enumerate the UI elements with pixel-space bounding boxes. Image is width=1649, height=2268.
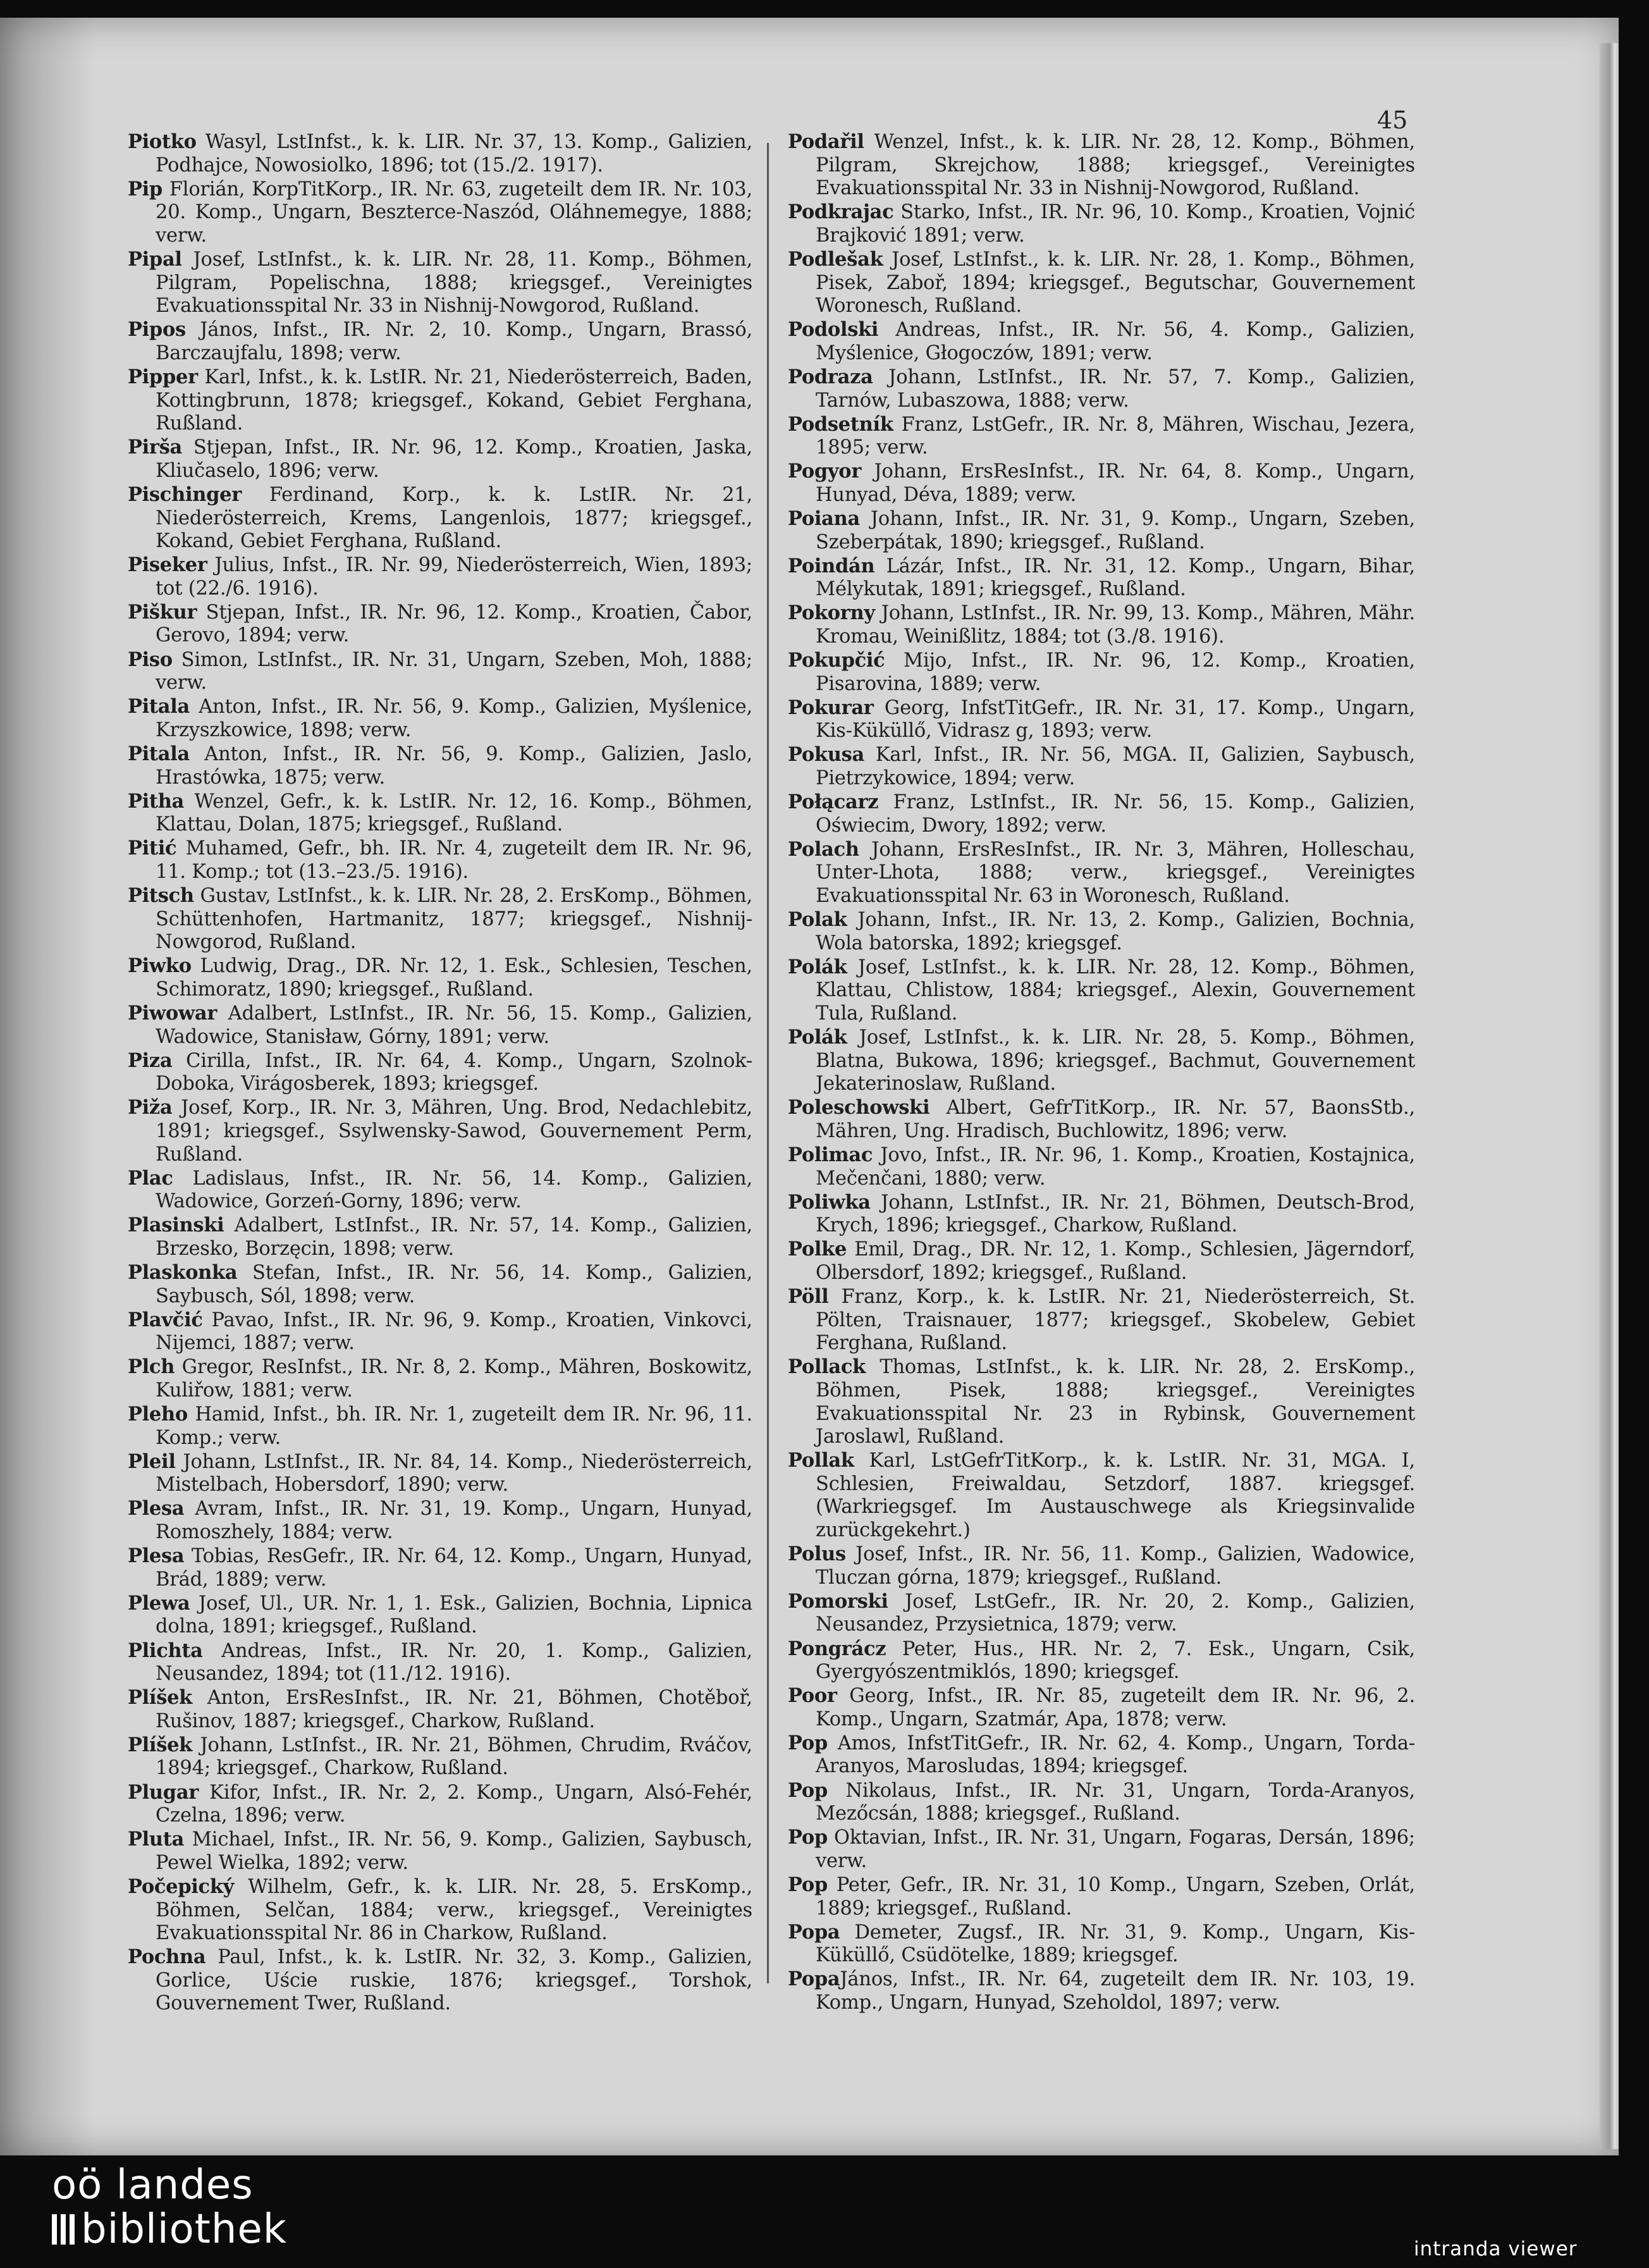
entry-details: Ludwig, Drag., DR. Nr. 12, 1. Esk., Schlesien, Teschen, Schimoratz, 1890; kriegsgef., Rußland.: [156, 955, 752, 1001]
entry-details: Josef, Ul., UR. Nr. 1, 1. Esk., Galizien, Bochnia, Lipnica dolna, 1891; kriegsgef., Rußland.: [156, 1592, 752, 1638]
register-entry: [128, 1002, 752, 1049]
register-entry: [788, 1826, 1415, 1873]
entry-details: Wenzel, Gefr., k. k. LstIR. Nr. 12, 16. Komp., Böhmen, Klattau, Dolan, 1875; kriegsgef., Rußland.: [156, 790, 752, 836]
register-entry: [788, 130, 1415, 200]
entry-surname: Plichta: [128, 1639, 203, 1662]
entry-details: János, Infst., IR. Nr. 2, 10. Komp., Ungarn, Brassó, Barczaujfalu, 1898; verw.: [156, 319, 752, 364]
register-entry: [788, 601, 1415, 648]
register-entry: [788, 1968, 1415, 2014]
entry-details: Johann, LstInfst., IR. Nr. 84, 14. Komp., Niederösterreich, Mistelbach, Hobersdorf, 1890; verw.: [156, 1450, 752, 1496]
register-entry: [788, 200, 1415, 247]
register-entry: [788, 838, 1415, 908]
entry-details: Johann, LstInfst., IR. Nr. 99, 13. Komp., Mähren, Mähr. Kromau, Weinißlitz, 1884; tot (3./8. 1916).: [816, 602, 1415, 648]
entry-details: Peter, Hus., HR. Nr. 2, 7. Esk., Ungarn, Csik, Gyergyószentmiklós, 1890; kriegsgef.: [816, 1637, 1415, 1684]
page-edge: [1600, 43, 1619, 2149]
entry-details: Ferdinand, Korp., k. k. LstIR. Nr. 21, Niederösterreich, Krems, Langenlois, 1877; kriegsgef., Kokand, Gebiet Ferghana, Rußland.: [156, 483, 752, 553]
register-entry: [788, 1684, 1415, 1731]
entry-surname: Pitala: [128, 695, 190, 718]
register-entry: [128, 1450, 752, 1497]
entry-surname: Piza: [128, 1049, 173, 1072]
entry-surname: Pochna: [128, 1945, 206, 1969]
entry-surname: Polus: [788, 1543, 846, 1566]
entry-details: Johann, Infst., IR. Nr. 13, 2. Komp., Galizien, Bochnia, Wola batorska, 1892; kriegsgef.: [816, 909, 1415, 954]
entry-surname: Polák: [788, 1026, 847, 1049]
register-entry: [128, 366, 752, 436]
entry-surname: Podolski: [788, 318, 879, 342]
entry-details: Georg, Infst., IR. Nr. 85, zugeteilt dem IR. Nr. 96, 2. Komp., Ungarn, Szatmár, Apa, 1878; verw.: [816, 1685, 1415, 1730]
right-column: [788, 130, 1415, 2015]
register-entry: [788, 1779, 1415, 1826]
entry-details: Johann, ErsResInfst., IR. Nr. 64, 8. Komp., Ungarn, Hunyad, Déva, 1889; verw.: [816, 460, 1415, 506]
entry-surname: Podsetník: [788, 412, 893, 436]
entry-details: Kifor, Infst., IR. Nr. 2, 2. Komp., Ungarn, Alsó-Fehér, Czelna, 1896; verw.: [156, 1781, 752, 1827]
entry-details: Johann, ErsResInfst., IR. Nr. 3, Mähren, Holleschau, Unter-Lhota, 1888; verw., kriegsgef., Vereinigtes Evakuationsspital Nr. 63 in Woronesch, Rußland.: [816, 838, 1415, 907]
entry-surname: Polimac: [788, 1143, 873, 1167]
register-entry: [128, 1167, 752, 1214]
entry-details: Josef, LstGefr., IR. Nr. 20, 2. Komp., Galizien, Neusandez, Przysietnica, 1879; verw.: [816, 1590, 1415, 1636]
register-entry: [788, 413, 1415, 460]
entry-details: Johann, LstInfst., IR. Nr. 57, 7. Komp., Galizien, Tarnów, Lubaszowa, 1888; verw.: [816, 366, 1415, 412]
entry-details: Andreas, Infst., IR. Nr. 20, 1. Komp., Galizien, Neusandez, 1894; tot (11./12. 1916).: [156, 1639, 752, 1686]
register-entry: [128, 1781, 752, 1828]
entry-details: Albert, GefrTitKorp., IR. Nr. 57, BaonsStb., Mähren, Ung. Hradisch, Buchlowitz, 1896; verw.: [816, 1097, 1415, 1142]
entry-surname: Podkrajac: [788, 200, 894, 224]
entry-surname: Popa: [788, 1968, 840, 1991]
entry-surname: Pischinger: [128, 483, 242, 506]
logo-bars-icon: [52, 2214, 75, 2245]
entry-surname: Plch: [128, 1355, 175, 1379]
entry-details: Wenzel, Infst., k. k. LIR. Nr. 28, 12. Komp., Böhmen, Pilgram, Skrejchow, 1888; kriegsgef., Vereinigtes Evakuationsspital Nr. 33 in Nishnij-Nowgorod, Rußland.: [816, 131, 1415, 200]
register-entry: [128, 130, 752, 177]
page-shadow: [0, 18, 95, 2155]
entry-details: Josef, LstInfst., k. k. LIR. Nr. 28, 11. Komp., Böhmen, Pilgram, Popelischna, 1888; kriegsgef., Vereinigtes Evakuationsspital Nr. 33 in Nishnij-Nowgorod, Rußland.: [156, 248, 752, 317]
entry-details: Muhamed, Gefr., bh. IR. Nr. 4, zugeteilt dem IR. Nr. 96, 11. Komp.; tot (13.–23./5. 1916).: [156, 837, 752, 883]
register-entry: [788, 1191, 1415, 1238]
register-entry: [128, 790, 752, 837]
register-entry: [788, 791, 1415, 837]
entry-surname: Polke: [788, 1238, 847, 1261]
entry-surname: Plíšek: [128, 1733, 193, 1756]
entry-surname: Plíšek: [128, 1686, 193, 1710]
entry-details: Johann, LstInfst., IR. Nr. 21, Böhmen, Deutsch-Brod, Krych, 1896; kriegsgef., Charkow, Rußland.: [816, 1191, 1415, 1237]
register-entry: [788, 908, 1415, 955]
entry-surname: Pitsch: [128, 884, 194, 907]
entry-details: Avram, Infst., IR. Nr. 31, 19. Komp., Ungarn, Hunyad, Romoszhely, 1884; verw.: [156, 1498, 752, 1544]
entry-surname: Pokorny: [788, 601, 875, 625]
register-entry: [128, 318, 752, 365]
entry-surname: Podlešak: [788, 247, 883, 271]
entry-surname: Piwko: [128, 954, 192, 978]
entry-details: Josef, Infst., IR. Nr. 56, 11. Komp., Galizien, Wadowice, Tluczan górna, 1879; kriegsgef., Rußland.: [816, 1543, 1415, 1589]
entry-surname: Poiana: [788, 507, 860, 530]
entry-details: Tobias, ResGefr., IR. Nr. 64, 12. Komp., Ungarn, Hunyad, Brád, 1889; verw.: [156, 1545, 752, 1591]
entry-details: Peter, Gefr., IR. Nr. 31, 10 Komp., Ungarn, Szeben, Orlát, 1889; kriegsgef., Rußland.: [816, 1873, 1415, 1920]
register-entry: [128, 1214, 752, 1260]
register-entry: [788, 1238, 1415, 1285]
register-entry: [128, 1403, 752, 1450]
entry-details: Josef, LstInfst., k. k. LIR. Nr. 28, 12. Komp., Böhmen, Klattau, Chlistow, 1884; kriegsgef., Alexin, Gouvernement Tula, Rußland.: [816, 956, 1415, 1025]
register-entry: [128, 1875, 752, 1945]
logo-text-line2: bibliothek: [81, 2206, 287, 2253]
entry-details: Josef, LstInfst., k. k. LIR. Nr. 28, 1. Komp., Böhmen, Pisek, Zaboř, 1894; kriegsgef., Begutschar, Gouvernement Woronesch, Rußland.: [816, 248, 1415, 317]
register-entry: [128, 553, 752, 600]
entry-surname: Pogyor: [788, 460, 862, 483]
entry-surname: Pirša: [128, 436, 183, 459]
entry-surname: Plesa: [128, 1544, 185, 1568]
viewer-label[interactable]: intranda viewer: [1414, 2238, 1578, 2260]
entry-surname: Pomorski: [788, 1589, 888, 1613]
register-entry: [788, 1355, 1415, 1448]
entry-details: Julius, Infst., IR. Nr. 99, Niederösterreich, Wien, 1893; tot (22./6. 1916).: [156, 554, 752, 600]
entry-details: Emil, Drag., DR. Nr. 12, 1. Komp., Schlesien, Jägerndorf, Olbersdorf, 1892; kriegsgef., Rußland.: [816, 1238, 1415, 1284]
entry-details: Wasyl, LstInfst., k. k. LIR. Nr. 37, 13. Komp., Galizien, Podhajce, Nowosiolko, 1896; tot (15./2. 1917).: [156, 131, 752, 176]
entry-details: Johann, Infst., IR. Nr. 31, 9. Komp., Ungarn, Szeben, Szeberpátak, 1890; kriegsgef., Rußland.: [816, 508, 1415, 553]
register-entry: [788, 1590, 1415, 1637]
left-column: [128, 130, 752, 2016]
entry-details: Karl, Infst., IR. Nr. 56, MGA. II, Galizien, Saybusch, Pietrzykowice, 1894; verw.: [816, 744, 1415, 790]
entry-details: Anton, Infst., IR. Nr. 56, 9. Komp., Galizien, Myślenice, Krzyszkowice, 1898; verw.: [156, 696, 752, 741]
entry-details: Stefan, Infst., IR. Nr. 56, 14. Komp., Galizien, Saybusch, Sól, 1898; verw.: [156, 1262, 752, 1307]
entry-surname: Polak: [788, 908, 847, 932]
register-entry: [128, 648, 752, 695]
entry-surname: Poliwka: [788, 1190, 871, 1214]
register-entry: [128, 436, 752, 483]
register-entry: [128, 1592, 752, 1639]
entry-details: Franz, Korp., k. k. LstIR. Nr. 21, Niederösterreich, St. Pölten, Traisnauer, 1877; kriegsgef., Skobelew, Gebiet Ferghana, Rußland.: [816, 1286, 1415, 1355]
entry-surname: Pipal: [128, 247, 182, 271]
register-entry: [128, 954, 752, 1001]
entry-surname: Piso: [128, 648, 173, 671]
entry-surname: Pokupčić: [788, 649, 885, 672]
entry-surname: Pöll: [788, 1285, 829, 1309]
register-entry: [788, 956, 1415, 1026]
entry-details: Andreas, Infst., IR. Nr. 56, 4. Komp., Galizien, Myślenice, Głogoczów, 1891; verw.: [816, 319, 1415, 364]
register-entry: [128, 695, 752, 742]
entry-surname: Pitala: [128, 742, 190, 765]
entry-surname: Pollak: [788, 1449, 854, 1472]
entry-details: Demeter, Zugsf., IR. Nr. 31, 9. Komp., Ungarn, Kis-Küküllő, Csüdötelke, 1889; kriegsgef.: [816, 1921, 1415, 1967]
entry-details: Ladislaus, Infst., IR. Nr. 56, 14. Komp., Galizien, Wadowice, Gorzeń-Gorny, 1896; verw.: [156, 1167, 752, 1213]
entry-details: Simon, LstInfst., IR. Nr. 31, Ungarn, Szeben, Moh, 1888; verw.: [156, 648, 752, 694]
entry-details: Anton, ErsResInfst., IR. Nr. 21, Böhmen, Chotěboř, Rušinov, 1887; kriegsgef., Charkow, Rußland.: [156, 1687, 752, 1732]
entry-surname: Pop: [788, 1731, 828, 1754]
register-entry: [788, 1096, 1415, 1143]
scanned-page: [0, 18, 1619, 2155]
entry-surname: Piškur: [128, 600, 197, 624]
entry-surname: Poleschowski: [788, 1096, 930, 1119]
register-entry: [788, 507, 1415, 554]
entry-details: Stjepan, Infst., IR. Nr. 96, 12. Komp., Kroatien, Jaska, Kliučaselo, 1896; verw.: [156, 436, 752, 482]
register-entry: [128, 483, 752, 553]
entry-surname: Pop: [788, 1826, 828, 1849]
register-entry: [128, 1828, 752, 1875]
register-entry: [128, 1096, 752, 1166]
register-entry: [128, 1639, 752, 1686]
entry-details: Oktavian, Infst., IR. Nr. 31, Ungarn, Fogaras, Dersán, 1896; verw.: [816, 1827, 1415, 1872]
register-entry: [788, 366, 1415, 412]
entry-surname: Plugar: [128, 1780, 199, 1804]
entry-details: Jovo, Infst., IR. Nr. 96, 1. Komp., Kroatien, Kostajnica, Mečenčani, 1880; verw.: [816, 1144, 1415, 1190]
register-entry: [128, 601, 752, 648]
entry-details: Adalbert, LstInfst., IR. Nr. 57, 14. Komp., Galizien, Brzesko, Borzęcin, 1898; verw.: [156, 1214, 752, 1260]
entry-surname: Popa: [788, 1920, 840, 1944]
entry-details: Gregor, ResInfst., IR. Nr. 8, 2. Komp., Mähren, Boskowitz, Kuliřow, 1881; verw.: [156, 1356, 752, 1402]
entry-details: Gustav, LstInfst., k. k. LIR. Nr. 28, 2. ErsKomp., Böhmen, Schüttenhofen, Hartmanitz, 1877; kriegsgef., Nishnij-Nowgorod, Rußland.: [156, 885, 752, 954]
entry-surname: Pleho: [128, 1403, 188, 1426]
register-entry: [788, 696, 1415, 743]
entry-details: Hamid, Infst., bh. IR. Nr. 1, zugeteilt dem IR. Nr. 96, 11. Komp.; verw.: [156, 1403, 752, 1449]
entry-surname: Plac: [128, 1166, 173, 1190]
register-entry: [788, 1543, 1415, 1589]
entry-surname: Plewa: [128, 1591, 190, 1615]
entry-surname: Pluta: [128, 1828, 185, 1851]
entry-surname: Piwowar: [128, 1001, 218, 1025]
entry-surname: Pongrácz: [788, 1637, 886, 1660]
register-entry: [128, 1309, 752, 1355]
entry-details: Nikolaus, Infst., IR. Nr. 31, Ungarn, Torda-Aranyos, Mezőcsán, 1888; kriegsgef., Rußland.: [816, 1779, 1415, 1825]
entry-surname: Połącarz: [788, 791, 879, 814]
entry-details: Stjepan, Infst., IR. Nr. 96, 12. Komp., Kroatien, Čabor, Gerovo, 1894; verw.: [156, 601, 752, 647]
register-entry: [788, 1449, 1415, 1542]
entry-surname: Podařil: [788, 130, 864, 153]
entry-surname: Pleil: [128, 1450, 176, 1473]
entry-surname: Počepický: [128, 1875, 235, 1898]
register-entry: [128, 743, 752, 789]
entry-surname: Plavčić: [128, 1308, 203, 1331]
entry-surname: Piža: [128, 1096, 173, 1119]
entry-details: Franz, LstGefr., IR. Nr. 8, Mähren, Wischau, Jezera, 1895; verw.: [816, 413, 1415, 459]
entry-surname: Pop: [788, 1873, 828, 1896]
register-entry: [128, 1049, 752, 1096]
logo-text-line1: oö landes: [52, 2162, 254, 2209]
entry-surname: Plasinski: [128, 1214, 224, 1237]
entry-surname: Piseker: [128, 553, 207, 577]
register-entry: [128, 1945, 752, 2016]
entry-surname: Plaskonka: [128, 1261, 238, 1284]
entry-surname: Pip: [128, 177, 162, 200]
entry-details: Josef, Korp., IR. Nr. 3, Mähren, Ung. Brod, Nedachlebitz, 1891; kriegsgef., Ssylwensky-Sawod, Gouvernement Perm, Rußland.: [156, 1097, 752, 1166]
register-entry: [788, 318, 1415, 365]
entry-surname: Pokusa: [788, 743, 864, 767]
entry-details: Anton, Infst., IR. Nr. 56, 9. Komp., Galizien, Jaslo, Hrastówka, 1875; verw.: [156, 743, 752, 789]
entry-surname: Pitić: [128, 837, 177, 860]
entry-details: Karl, Infst., k. k. LstIR. Nr. 21, Niederösterreich, Baden, Kottingbrunn, 1878; kriegsgef., Kokand, Gebiet Ferghana, Rußland.: [156, 366, 752, 435]
entry-surname: Poindán: [788, 554, 875, 577]
entry-surname: Poor: [788, 1684, 837, 1708]
entry-surname: Polach: [788, 837, 859, 861]
entry-surname: Polák: [788, 955, 847, 978]
page-number: 45: [1377, 106, 1408, 134]
register-entry: [788, 1285, 1415, 1355]
register-entry: [128, 178, 752, 248]
register-entry: [128, 837, 752, 884]
entry-details: Cirilla, Infst., IR. Nr. 64, 4. Komp., Ungarn, Szolnok-Doboka, Virágosberek, 1893; kriegsgef.: [156, 1049, 752, 1095]
entry-details: János, Infst., IR. Nr. 64, zugeteilt dem IR. Nr. 103, 19. Komp., Ungarn, Hunyad, Szeholdol, 1897; verw.: [816, 1968, 1415, 2014]
register-entry: [128, 884, 752, 954]
register-entry: [788, 248, 1415, 318]
entry-details: Florián, KorpTitKorp., IR. Nr. 63, zugeteilt dem IR. Nr. 103, 20. Komp., Ungarn, Beszterce-Naszód, Oláhnemegye, 1888; verw.: [156, 178, 752, 247]
entry-details: Karl, LstGefrTitKorp., k. k. LstIR. Nr. 31, MGA. I, Schlesien, Freiwaldau, Setzdorf, 1887. kriegsgef. (Warkriegsgef. Im Austauschwege als Kriegsinvalide zurückgekehrt.): [816, 1450, 1415, 1542]
entry-surname: Podraza: [788, 365, 873, 388]
register-entry: [128, 1544, 752, 1591]
register-entry: [788, 1026, 1415, 1096]
register-entry: [788, 555, 1415, 601]
entry-surname: Pop: [788, 1778, 828, 1802]
entry-surname: Pokurar: [788, 696, 874, 719]
register-entry: [788, 1921, 1415, 1968]
entry-surname: Pitha: [128, 789, 185, 813]
entry-details: Wilhelm, Gefr., k. k. LIR. Nr. 28, 5. ErsKomp., Böhmen, Selčan, 1884; verw., kriegsgef., Vereinigtes Evakuationsspital Nr. 86 in Charkow, Rußland.: [156, 1875, 752, 1945]
column-divider: [767, 143, 769, 1983]
entry-details: Adalbert, LstInfst., IR. Nr. 56, 15. Komp., Galizien, Wadowice, Stanisław, Górny, 1891; verw.: [156, 1002, 752, 1048]
register-entry: [788, 1637, 1415, 1684]
register-entry: [128, 1686, 752, 1733]
entry-details: Georg, InfstTitGefr., IR. Nr. 31, 17. Komp., Ungarn, Kis-Küküllő, Vidrasz g, 1893; verw.: [816, 696, 1415, 743]
entry-surname: Piotko: [128, 130, 197, 153]
entry-surname: Pipos: [128, 318, 186, 342]
entry-surname: Pipper: [128, 365, 198, 388]
entry-surname: Pollack: [788, 1355, 866, 1379]
entry-surname: Plesa: [128, 1497, 185, 1520]
register-entry: [788, 1732, 1415, 1778]
register-entry: [788, 460, 1415, 507]
entry-details: Michael, Infst., IR. Nr. 56, 9. Komp., Galizien, Saybusch, Pewel Wielka, 1892; verw.: [156, 1828, 752, 1874]
entry-details: Franz, LstInfst., IR. Nr. 56, 15. Komp., Galizien, Oświecim, Dwory, 1892; verw.: [816, 791, 1415, 837]
entry-details: Josef, LstInfst., k. k. LIR. Nr. 28, 5. Komp., Böhmen, Blatna, Bukowa, 1896; kriegsgef., Bachmut, Gouvernement Jekaterinoslaw, Rußland.: [816, 1026, 1415, 1095]
register-entry: [788, 1143, 1415, 1190]
entry-details: Amos, InfstTitGefr., IR. Nr. 62, 4. Komp., Ungarn, Torda-Aranyos, Marosludas, 1894; kriegsgef.: [816, 1732, 1415, 1778]
register-entry: [128, 1734, 752, 1780]
entry-details: Mijo, Infst., IR. Nr. 96, 12. Komp., Kroatien, Pisarovina, 1889; verw.: [816, 650, 1415, 695]
entry-details: Starko, Infst., IR. Nr. 96, 10. Komp., Kroatien, Vojnić Brajković 1891; verw.: [816, 201, 1415, 247]
register-entry: [788, 743, 1415, 790]
logo-row-2: [52, 2207, 287, 2252]
entry-details: Pavao, Infst., IR. Nr. 96, 9. Komp., Kroatien, Vinkovci, Nijemci, 1887; verw.: [156, 1309, 752, 1355]
register-entry: [128, 248, 752, 318]
entry-details: Lázár, Infst., IR. Nr. 31, 12. Komp., Ungarn, Bihar, Mélykutak, 1891; kriegsgef., Rußland.: [816, 555, 1415, 601]
entry-details: Johann, LstInfst., IR. Nr. 21, Böhmen, Chrudim, Rváčov, 1894; kriegsgef., Charkow, Rußland.: [156, 1734, 752, 1780]
register-entry: [788, 1873, 1415, 1920]
register-entry: [128, 1261, 752, 1308]
entry-details: Paul, Infst., k. k. LstIR. Nr. 32, 3. Komp., Galizien, Gorlice, Uście ruskie, 1876; kriegsgef., Torshok, Gouvernement Twer, Rußland.: [156, 1946, 752, 2015]
entry-details: Thomas, LstInfst., k. k. LIR. Nr. 28, 2. ErsKomp., Böhmen, Pisek, 1888; kriegsgef., Vereinigtes Evakuationsspital Nr. 23 in Rybinsk, Gouvernement Jaroslawl, Rußland.: [816, 1356, 1415, 1448]
register-entry: [128, 1497, 752, 1544]
library-logo[interactable]: [52, 2163, 287, 2252]
register-entry: [788, 649, 1415, 696]
register-entry: [128, 1355, 752, 1402]
